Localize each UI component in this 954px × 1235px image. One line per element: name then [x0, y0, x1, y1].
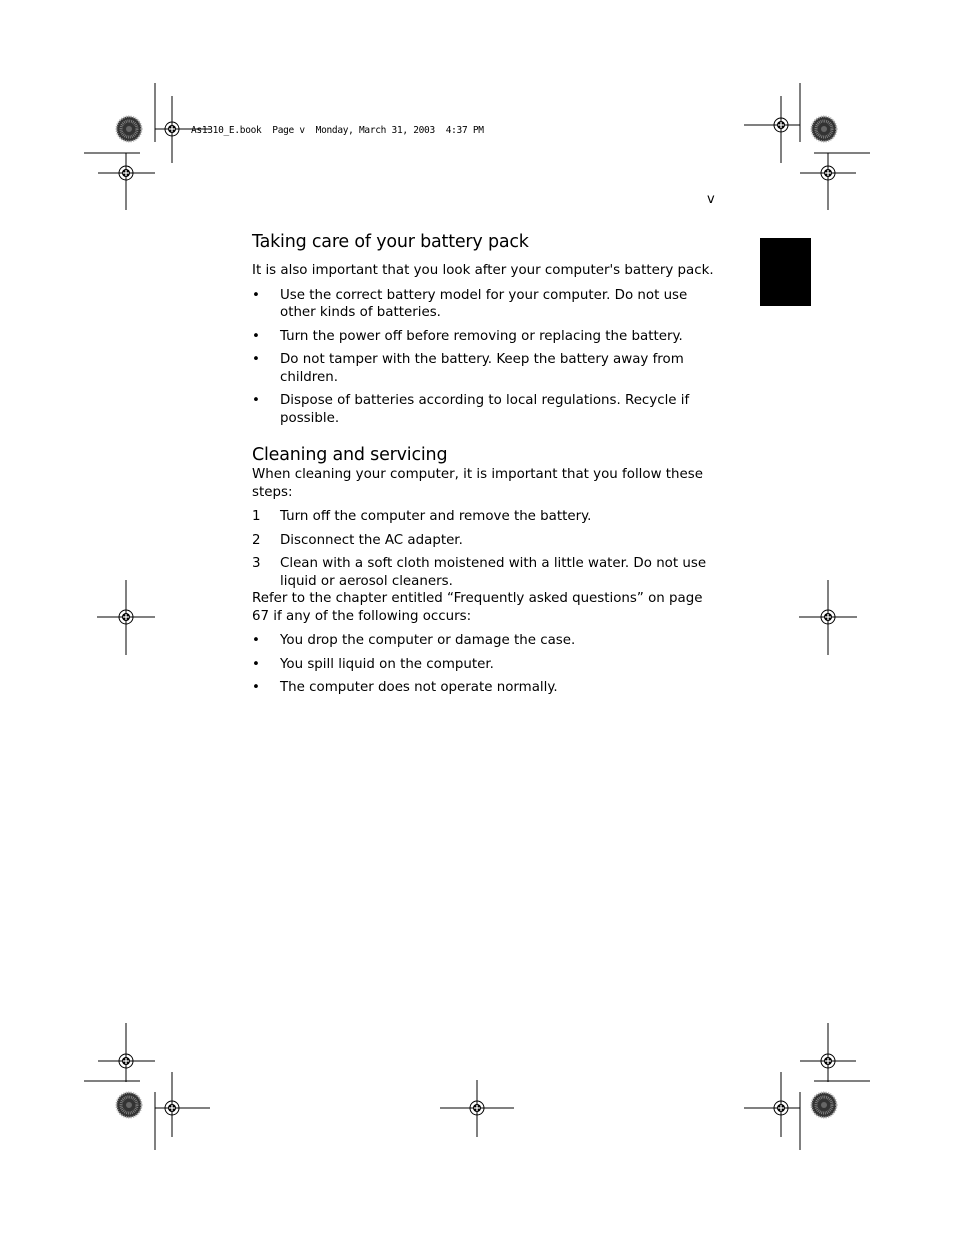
book-slug-line: As1310_E.book Page v Monday, March 31, 2003 4:37 PM [191, 125, 484, 136]
page-content [252, 231, 722, 703]
star-target-icon [117, 1093, 142, 1118]
list-item: • The computer does not operate normally. [252, 680, 558, 695]
battery-intro: It is also important that you look after your computer's battery pack. [252, 263, 714, 278]
list-item: 2 Disconnect the AC adapter. [252, 532, 463, 548]
service-conditions-list [252, 632, 722, 697]
step-number: 1 [252, 509, 261, 524]
cleaning-steps-list [252, 508, 722, 590]
chapter-thumb-tab [760, 238, 811, 306]
bullet-marker: • [252, 352, 260, 367]
list-item: • Use the correct battery model for your computer. Do not use other kinds of batteries. [252, 287, 688, 320]
star-target-icon [812, 1093, 837, 1118]
step-number: 3 [252, 556, 261, 571]
step-number: 2 [252, 532, 261, 548]
section-heading-cleaning: Cleaning and servicing [252, 445, 448, 465]
list-item: • You spill liquid on the computer. [252, 656, 494, 672]
star-target-icon [117, 117, 142, 142]
star-target-icon [812, 117, 837, 142]
list-item: • Dispose of batteries according to local regulations. Recycle if possible. [252, 393, 690, 426]
list-item: • Turn the power off before removing or replacing the battery. [252, 328, 683, 344]
list-item: 3 Clean with a soft cloth moistened with a little water. Do not use liquid or aerosol cleaners. [252, 556, 707, 589]
list-item: 1 Turn off the computer and remove the battery. [252, 509, 592, 524]
bullet-marker: • [252, 287, 260, 303]
page-number: v [707, 192, 715, 207]
bullet-marker: • [252, 656, 260, 672]
list-item: • Do not tamper with the battery. Keep the battery away from children. [252, 352, 684, 385]
cleaning-intro: When cleaning your computer, it is important that you follow these steps: [252, 467, 703, 500]
list-item: • You drop the computer or damage the case. [252, 633, 576, 648]
section-heading-battery: Taking care of your battery pack [252, 232, 529, 252]
refer-paragraph: Refer to the chapter entitled “Frequently asked questions” on page 67 if any of the following occurs: [252, 591, 703, 624]
bullet-marker: • [252, 680, 260, 695]
bullet-marker: • [252, 633, 260, 648]
bullet-marker: • [252, 393, 260, 408]
bullet-marker: • [252, 328, 260, 344]
battery-care-list [252, 287, 722, 428]
